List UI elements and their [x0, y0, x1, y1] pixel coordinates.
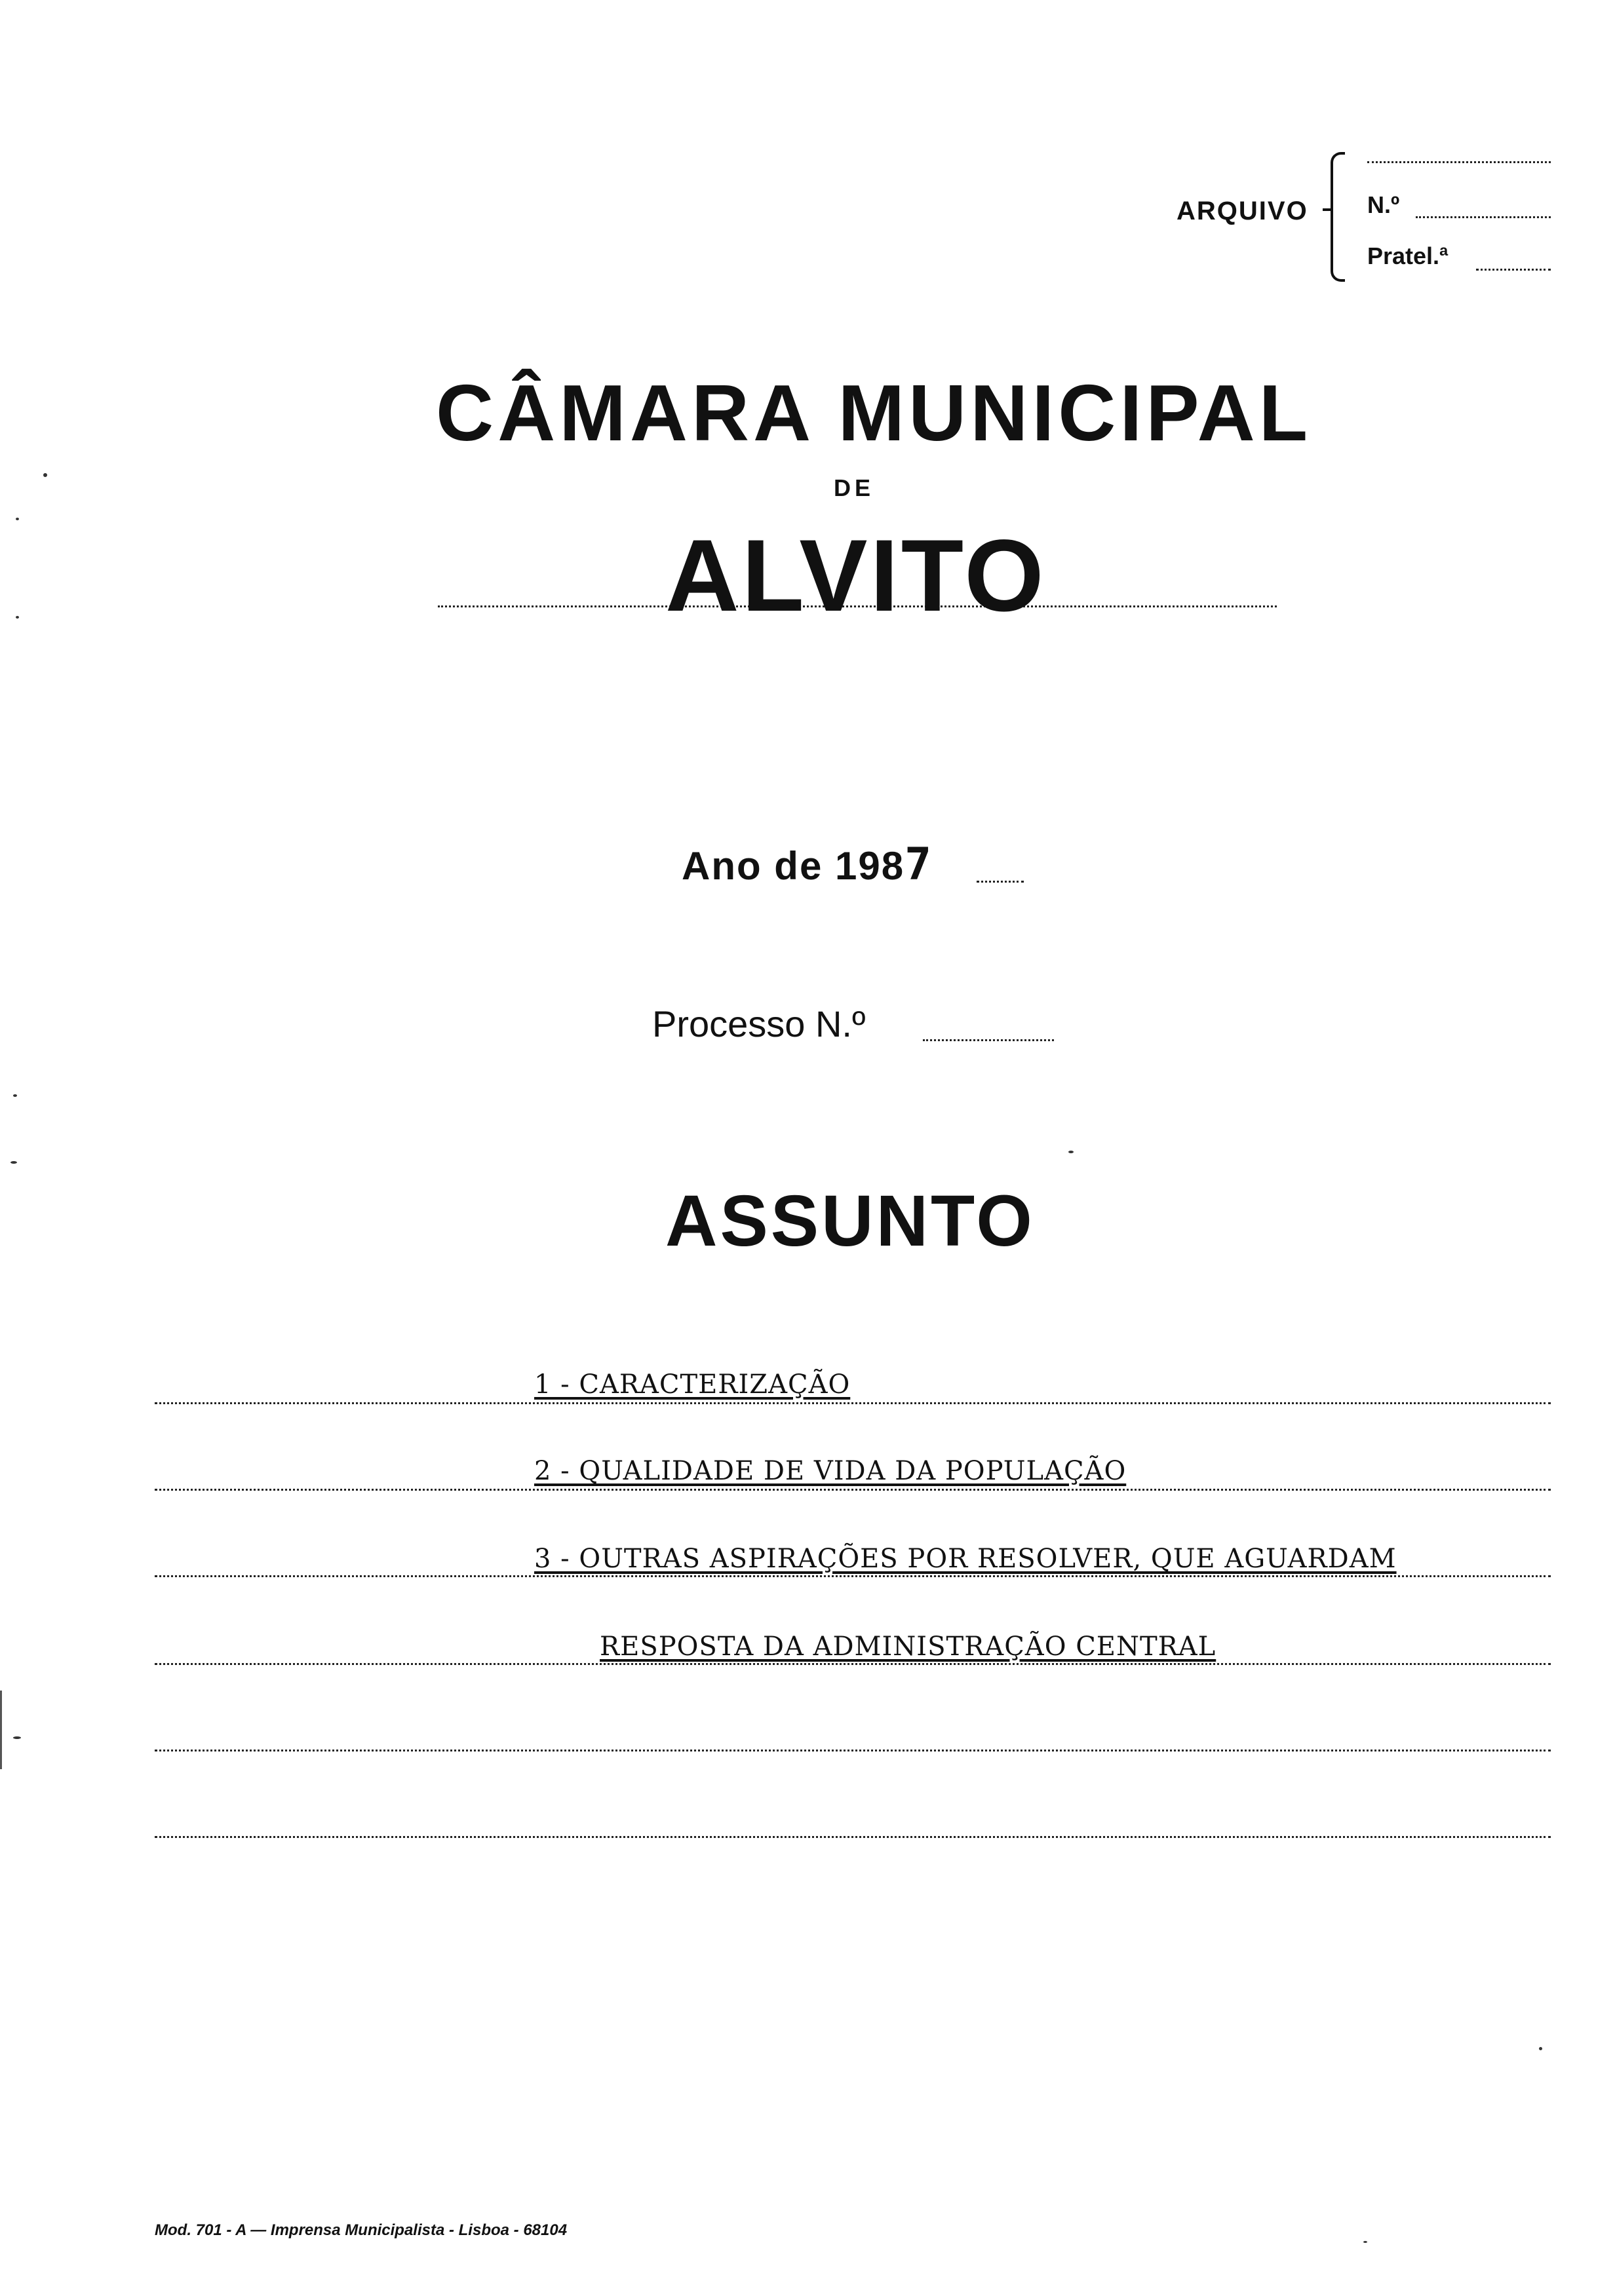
scan-speck — [1363, 2241, 1367, 2243]
archive-label: ARQUIVO — [1177, 197, 1308, 225]
scan-speck — [16, 518, 19, 520]
scan-speck — [16, 616, 19, 619]
title-municipality: ALVITO — [665, 519, 1047, 633]
scan-speck — [10, 1161, 17, 1164]
archive-shelf-field[interactable] — [1476, 269, 1551, 271]
scan-speck — [13, 1736, 21, 1739]
year-label: Ano de 198 — [682, 844, 905, 888]
scan-speck — [13, 1094, 17, 1097]
archive-top-field[interactable] — [1367, 161, 1551, 163]
archive-number-field[interactable] — [1416, 216, 1551, 218]
subject-line-2: 2 - QUALIDADE DE VIDA DA POPULAÇÃO — [534, 1456, 1127, 1486]
subject-rule-3 — [155, 1575, 1551, 1577]
subject-rule-1 — [155, 1402, 1551, 1404]
archive-number-label: N.º — [1367, 191, 1400, 218]
scan-speck — [1068, 1151, 1074, 1153]
process-number-field[interactable] — [923, 1039, 1054, 1041]
subject-line-3: 3 - OUTRAS ASPIRAÇÕES POR RESOLVER, QUE AGUARDAM — [534, 1544, 1397, 1574]
year-handwritten-digit: 7 — [905, 839, 933, 890]
archive-shelf-label: Pratel.ª — [1367, 242, 1449, 269]
subject-rule-4 — [155, 1663, 1551, 1665]
title-preposition: DE — [834, 474, 875, 501]
brace-icon — [1331, 152, 1345, 282]
subject-rule-2 — [155, 1489, 1551, 1491]
subject-line-4: RESPOSTA DA ADMINISTRAÇÃO CENTRAL — [600, 1632, 1216, 1662]
subject-rule-5 — [155, 1750, 1551, 1751]
subject-line-1: 1 - CARACTERIZAÇÃO — [534, 1369, 851, 1400]
subject-rule-6 — [155, 1836, 1551, 1838]
title-camara-municipal: CÂMARA MUNICIPAL — [436, 368, 1312, 457]
footer-imprint: Mod. 701 - A — Imprensa Municipalista - Lisboa - 68104 — [155, 2221, 568, 2239]
brace-tip — [1323, 208, 1332, 211]
process-number-label: Processo N.º — [652, 1003, 866, 1044]
scan-speck — [1539, 2047, 1542, 2050]
subject-heading: ASSUNTO — [665, 1181, 1035, 1261]
year-field-line[interactable] — [977, 881, 1024, 883]
year-field — [682, 839, 933, 890]
scan-edge-mark — [0, 1691, 2, 1769]
scan-speck — [43, 473, 47, 477]
